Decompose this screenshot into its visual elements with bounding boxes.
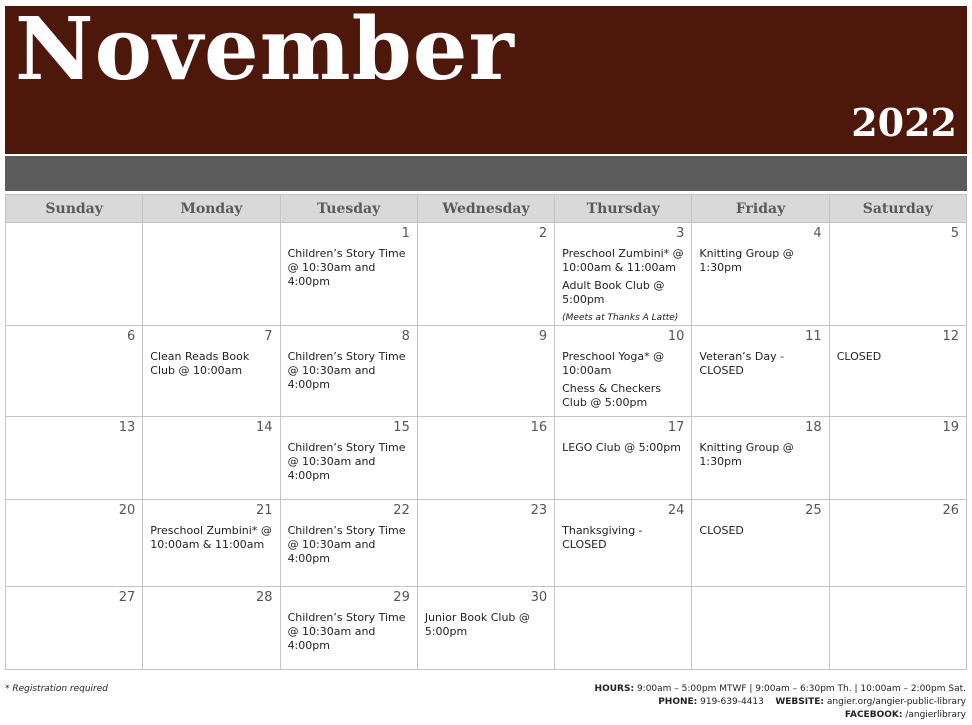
event-item: Veteran’s Day - CLOSED (699, 350, 785, 377)
day-cell (555, 223, 692, 326)
day-number: 2 (538, 226, 548, 241)
phone-value: 919-639-4413 (700, 697, 764, 707)
day-cell (6, 326, 143, 417)
event-item: CLOSED (836, 350, 882, 363)
event-item: Children’s Story Time @ 10:30am and 4:00pm (287, 350, 406, 391)
website-value: angier.org/angier-public-library (826, 697, 966, 707)
day-number (562, 589, 684, 611)
day-number: 8 (401, 329, 410, 344)
day-number: 6 (127, 329, 136, 344)
library-info (595, 683, 966, 722)
weekday-wednesday: Wednesday (417, 195, 554, 223)
weekday-tuesday: Tuesday (280, 195, 417, 223)
day-cell (417, 223, 554, 326)
day-number: 3 (676, 226, 685, 241)
day-number: 13 (118, 420, 136, 435)
day-number: 28 (256, 590, 273, 605)
weekday-header-row (6, 195, 967, 223)
week-row (6, 587, 967, 670)
day-cell (143, 223, 280, 326)
day-number: 23 (530, 503, 548, 518)
day-number (699, 589, 821, 611)
event-item: Knitting Group @ 1:30pm (699, 247, 794, 274)
day-number: 14 (256, 420, 273, 435)
day-cell (6, 417, 143, 500)
day-number (837, 589, 959, 611)
hours-label: HOURS: (594, 684, 635, 694)
day-number (150, 225, 272, 247)
day-number: 4 (813, 226, 822, 241)
day-cell (692, 326, 829, 417)
day-cell (555, 326, 692, 417)
day-number: 7 (264, 329, 273, 344)
day-number: 29 (393, 590, 410, 605)
day-cell (829, 326, 966, 417)
registration-note: * Registration required (5, 684, 109, 694)
event-item: LEGO Club @ 5:00pm (562, 441, 681, 454)
event-item: Thanksgiving - CLOSED (562, 524, 643, 551)
day-cell (417, 500, 554, 587)
week-row (6, 326, 967, 417)
day-number: 11 (805, 329, 822, 344)
day-number: 25 (805, 503, 822, 518)
event-item: Clean Reads Book Club @ 10:00am (150, 350, 250, 377)
day-number: 5 (950, 226, 959, 241)
day-cell (280, 326, 417, 417)
day-cell (829, 417, 966, 500)
day-cell (143, 500, 280, 587)
event-item: Knitting Group @ 1:30pm (699, 441, 794, 468)
weekday-thursday: Thursday (555, 195, 692, 223)
day-cell (280, 587, 417, 670)
day-cell (417, 417, 554, 500)
day-cell (280, 500, 417, 587)
event-item: Preschool Zumbini* @ 10:00am & 11:00am (562, 247, 684, 274)
weekday-friday: Friday (692, 195, 829, 223)
day-number: 20 (118, 503, 136, 518)
calendar-body (6, 223, 967, 670)
day-number: 22 (393, 503, 410, 518)
day-cell (829, 223, 966, 326)
year-title: 2022 (851, 100, 957, 145)
day-cell (692, 223, 829, 326)
day-cell (417, 587, 554, 670)
day-cell (280, 417, 417, 500)
day-cell (6, 223, 143, 326)
day-cell (692, 500, 829, 587)
weekday-sunday: Sunday (6, 195, 143, 223)
facebook-label: FACEBOOK: (844, 710, 903, 720)
day-number: 15 (393, 420, 410, 435)
day-number: 27 (118, 590, 136, 605)
contact-line (595, 696, 966, 709)
hours-value: 9:00am – 5:00pm MTWF | 9:00am – 6:30pm Th. | 10:00am – 2:00pm Sat. (636, 684, 966, 694)
day-cell (6, 500, 143, 587)
event-item: Junior Book Club @ 5:00pm (424, 611, 530, 638)
weekday-monday: Monday (143, 195, 280, 223)
day-number: 21 (256, 503, 273, 518)
calendar-grid (5, 194, 967, 670)
header-divider-bar (5, 156, 967, 191)
event-item: CLOSED (699, 524, 744, 537)
day-cell (417, 326, 554, 417)
day-number: 30 (530, 590, 548, 605)
day-number: 24 (667, 503, 685, 518)
week-row (6, 223, 967, 326)
day-cell (555, 417, 692, 500)
day-number (13, 225, 135, 247)
day-number: 9 (538, 329, 548, 344)
day-number: 19 (942, 420, 959, 435)
event-item: Children’s Story Time @ 10:30am and 4:00pm (287, 247, 406, 288)
event-item: Preschool Yoga* @ 10:00am (562, 350, 665, 377)
day-cell (143, 417, 280, 500)
day-number: 12 (942, 329, 959, 344)
day-cell (829, 587, 966, 670)
day-cell (555, 500, 692, 587)
day-number: 26 (942, 503, 959, 518)
day-cell (143, 587, 280, 670)
event-item: Preschool Zumbini* @ 10:00am & 11:00am (150, 524, 272, 551)
website-label: WEBSITE: (775, 697, 824, 707)
event-item: Adult Book Club @ 5:00pm (562, 279, 665, 306)
event-item: Children’s Story Time @ 10:30am and 4:00pm (287, 611, 406, 652)
facebook-value: /angierlibrary (905, 710, 966, 720)
month-title: November (15, 0, 515, 100)
day-cell (829, 500, 966, 587)
day-number: 16 (530, 420, 548, 435)
week-row (6, 500, 967, 587)
month-banner (5, 0, 967, 154)
day-cell (280, 223, 417, 326)
event-item: Chess & Checkers Club @ 5:00pm (562, 382, 662, 409)
facebook-line (595, 709, 966, 722)
day-number: 17 (667, 420, 685, 435)
day-cell (6, 587, 143, 670)
week-row (6, 417, 967, 500)
weekday-saturday: Saturday (829, 195, 966, 223)
day-number: 1 (401, 226, 410, 241)
event-item: Children’s Story Time @ 10:30am and 4:00pm (287, 524, 406, 565)
day-cell (692, 417, 829, 500)
day-cell (555, 587, 692, 670)
day-number: 18 (805, 420, 822, 435)
day-number: 10 (667, 329, 685, 344)
event-item: Children’s Story Time @ 10:30am and 4:00pm (287, 441, 406, 482)
event-note: (Meets at Thanks A Latte) (562, 313, 679, 323)
phone-label: PHONE: (658, 697, 698, 707)
day-cell (143, 326, 280, 417)
hours-line (595, 683, 966, 696)
day-cell (692, 587, 829, 670)
